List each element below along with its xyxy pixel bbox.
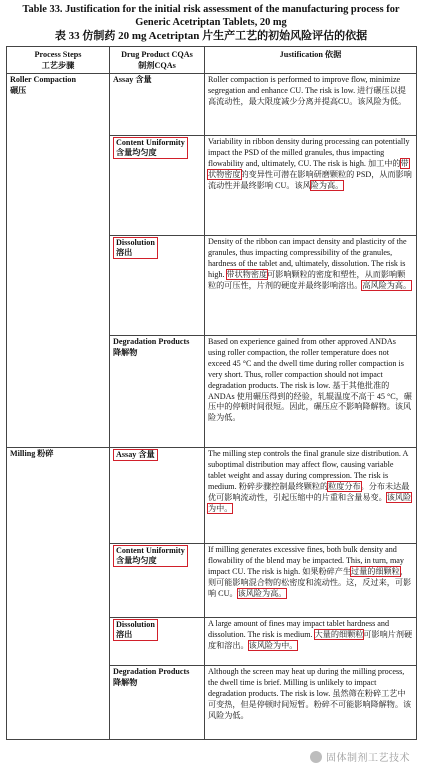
header-process-steps — [7, 47, 110, 74]
highlight-box: 险为高。 — [310, 180, 344, 190]
header-process-steps-zh: 工艺步骤 — [41, 61, 75, 70]
cqa-highlight-box — [113, 137, 188, 159]
cqa-highlight-box — [113, 237, 158, 259]
watermark — [310, 749, 410, 764]
cqa-dissolution-zh: 溶出 — [116, 630, 133, 639]
highlight-box: 大量的细颗粒 — [314, 629, 364, 639]
cqa-degradation-en: Degradation Products — [113, 337, 190, 346]
header-process-steps-en: Process Steps — [34, 50, 82, 59]
highlight-box: 高风险为高。 — [362, 280, 412, 290]
justification-zh-part: 可影响片剂硬度和溶出。 — [208, 629, 413, 650]
highlight-box: 该风险为中。 — [208, 492, 412, 513]
cqa-degradation-en: Degradation Products — [113, 667, 190, 676]
cqa-dissolution-zh: 溶出 — [116, 248, 133, 257]
justification-zh-part: 加工中的 — [365, 158, 401, 168]
justification-en: Roller compaction is performed to improve flow, minimize segregation and enhance CU. The risk is low. — [208, 75, 401, 95]
justification-cell — [205, 236, 417, 336]
justification-zh-part: 粉碎步骤控制最终颗粒的 — [236, 481, 329, 491]
table-row — [7, 74, 417, 136]
cqa-degradation-zh: 降解物 — [113, 347, 138, 357]
justification-zh: 虽然筛在粉碎工艺中可变热，但是停顿时间短暂。粉碎不可能影响降解物。该风险为低。 — [208, 688, 412, 720]
table-title-en — [6, 4, 416, 29]
justification-cell — [205, 74, 417, 136]
step-roller-zh: 碾压 — [10, 85, 27, 95]
wechat-logo-icon — [310, 751, 322, 763]
justification-en: Density of the ribbon can impact density and plasticity of the granules, thus impacting compressibility of the granules, hardness of the tablet and, ultimately, dissolution. The risk is high. — [208, 237, 407, 279]
risk-assessment-table — [6, 46, 417, 740]
justification-zh-part: 如果粉碎产生 — [300, 566, 351, 576]
cqa-assay-label: Assay 含量 — [113, 449, 158, 461]
table-title-en-line2: Generic Acetriptan Tablets, 20 mg — [135, 16, 287, 28]
justification-zh-part: ，则可能影响混合物的松密度和流动性。这，反过来，可影响 CU。 — [208, 566, 412, 598]
cqa-dissolution-en: Dissolution — [116, 620, 155, 629]
cqa-cell — [110, 618, 205, 666]
justification-en: Variability in ribbon density during processing can potentially impact the PSD of the milled granules, thus impacting flowability and, ultimately, CU. The risk is high. — [208, 137, 410, 168]
cqa-cell — [110, 666, 205, 740]
header-cqas-zh: 制剂CQAs — [138, 61, 176, 70]
cqa-assay-label: Assay 含量 — [113, 75, 152, 84]
header-justification: Justification 依据 — [205, 47, 417, 74]
justification-zh: 进行碾压以提高流动性，最大限度减少分离并提高CU。该风险为低。 — [208, 85, 407, 106]
cqa-content-uniformity-zh: 含量均匀度 — [116, 148, 157, 157]
highlight-box: 该风险为中。 — [248, 640, 298, 650]
justification-cell — [205, 618, 417, 666]
cqa-content-uniformity-en: Content Uniformity — [116, 138, 185, 147]
justification-zh-part: 的变异性可潜在影响研磨颗粒的 PSD，从而影响流动性并最终影响 CU。该风 — [208, 169, 412, 190]
header-cqas — [110, 47, 205, 74]
justification-cell — [205, 448, 417, 544]
cqa-highlight-box — [113, 545, 188, 567]
table-header-row — [7, 47, 417, 74]
justification-en: Although the screen may heat up during the milling process, the dwell time is brief. Milling is unlikely to impact degradation products. The risk is low. — [208, 667, 405, 698]
step-roller-en: Roller Compaction — [10, 75, 76, 84]
cqa-content-uniformity-zh: 含量均匀度 — [116, 556, 157, 565]
cqa-cell — [110, 544, 205, 618]
cqa-cell — [110, 448, 205, 544]
cqa-cell — [110, 236, 205, 336]
cqa-dissolution-en: Dissolution — [116, 238, 155, 247]
justification-en: If milling generates excessive fines, both bulk density and flowability of the blend may be impacted. This, in turn, may impact CU. The risk is high. — [208, 545, 404, 576]
watermark-text: 固体制剂工艺技术 — [326, 753, 410, 764]
highlight-box: 该风险为高。 — [237, 588, 287, 598]
cqa-content-uniformity-en: Content Uniformity — [116, 546, 185, 555]
justification-cell — [205, 336, 417, 448]
justification-zh-part: 可影响颗粒的密度和塑性，从而影响颗粒的可压性，片剂的硬度并最终影响溶出。 — [208, 269, 406, 290]
cqa-cell — [110, 336, 205, 448]
table-title-zh: 表 33 仿制药 20 mg Acetriptan 片生产工艺的初始风险评估的依据 — [54, 30, 368, 42]
cqa-cell — [110, 136, 205, 236]
table-row — [7, 448, 417, 544]
highlight-box: 带状物密度 — [208, 158, 409, 179]
justification-cell — [205, 666, 417, 740]
cqa-highlight-box — [113, 619, 158, 641]
header-cqas-en: Drug Product CQAs — [121, 50, 193, 59]
highlight-box: 过量的细颗粒 — [350, 566, 400, 576]
justification-zh-part: 。分布未达最优可影响流动性，引起压缩中的片重和含量易变。 — [208, 481, 410, 502]
cqa-degradation-zh: 降解物 — [113, 677, 138, 687]
justification-en: Based on experience gained from other approved ANDAs using roller compaction, the roller temperature does not exceed 45 °C and the dwell time during roller compaction is very short. Thus, roller compaction should not impact degradation products. The risk is low. — [208, 337, 404, 390]
step-milling-label: Milling 粉碎 — [10, 449, 54, 458]
justification-zh: 基于其他批准的 ANDAs 使用碾压得到的经验，轧辊温度不高于 45 °C，碾压中的停顿时间很短。因此，碾压应不影响降解物。该风险为低。 — [208, 380, 412, 423]
highlight-box: 带状物密度 — [226, 269, 268, 279]
cqa-cell — [110, 74, 205, 136]
highlight-box: 粒度分布 — [328, 481, 361, 491]
justification-en: The milling step controls the final granule size distribution. A suboptimal distribution may affect flow, causing variable tablet weight and assay during compression. The risk is medium. — [208, 449, 408, 491]
step-milling — [7, 448, 110, 740]
justification-cell — [205, 544, 417, 618]
table-title-en-line1: Table 33. Justification for the initial risk assessment of the manufacturing process for — [22, 4, 400, 15]
step-roller-compaction — [7, 74, 110, 448]
justification-en: A large amount of fines may impact tablet hardness and dissolution. The risk is medium. — [208, 619, 390, 639]
justification-cell — [205, 136, 417, 236]
